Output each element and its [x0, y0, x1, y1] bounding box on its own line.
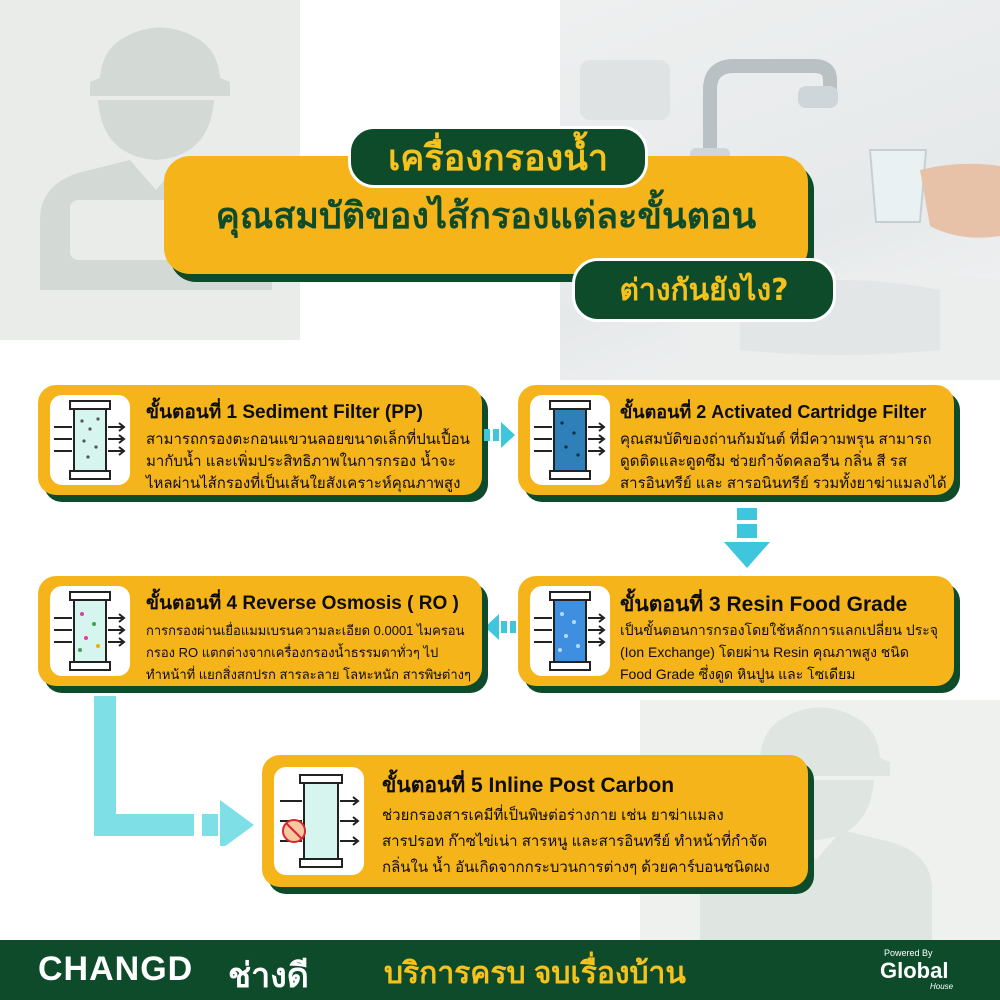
- step-5-icon-box: [274, 767, 364, 875]
- step-3-icon-box: [530, 586, 610, 676]
- step-4-line-2: กรอง RO แตกต่างจากเครื่องกรองน้ำธรรมดาทั่วๆ ไป: [146, 645, 439, 660]
- step-4-line-3: ทำหน้าที่ แยกสิ่งสกปรก สารละลาย โลหะหนัก สารพิษต่างๆ: [146, 667, 472, 682]
- step-3-line-2: (Ion Exchange) โดยผ่าน Resin คุณภาพสูง ชนิด: [620, 644, 909, 660]
- step-4-card: [38, 576, 482, 686]
- reverse-osmosis-icon: [50, 586, 130, 676]
- powered-by-label: Powered By: [884, 948, 933, 958]
- post-carbon-icon: [274, 767, 364, 875]
- step-5-title: ขั้นตอนที่ 5 Inline Post Carbon: [382, 774, 675, 797]
- step-1-line-1: สามารถกรองตะกอนแขวนลอยขนาดเล็กที่ปนเปื้อน: [146, 431, 470, 448]
- step-4-title: ขั้นตอนที่ 4 Reverse Osmosis ( RO ): [146, 593, 459, 614]
- step-5-card: [262, 755, 808, 887]
- step-3-card: [518, 576, 954, 686]
- sediment-filter-icon: [50, 395, 130, 485]
- step-3-line-3: Food Grade ซึ่งดูด หินปูน และ โซเดียม: [620, 666, 856, 682]
- carbon-cartridge-icon: [530, 395, 610, 485]
- step-2-line-1: คุณสมบัติของถ่านกัมมันต์ ที่มีความพรุน สามารถ: [620, 431, 932, 448]
- arrow-right-icon: [484, 420, 516, 450]
- step-3-title: ขั้นตอนที่ 3 Resin Food Grade: [620, 593, 908, 616]
- step-2-title: ขั้นตอนที่ 2 Activated Cartridge Filter: [620, 402, 927, 422]
- title-top-text: เครื่องกรองน้ำ: [387, 137, 609, 179]
- tagline: บริการครบ จบเรื่องบ้าน: [384, 957, 686, 990]
- step-1-card: [38, 385, 482, 495]
- brand-logo-th: ช่างดี: [228, 957, 309, 995]
- step-3-line-1: เป็นขั้นตอนการกรองโดยใช้หลักการแลกเปลี่ยน ประจุ: [620, 622, 938, 638]
- resin-filter-icon: [530, 586, 610, 676]
- title-bottom-pill: [572, 258, 836, 322]
- step-2-icon-box: [530, 395, 610, 485]
- elbow-arrow-icon: [86, 696, 256, 846]
- step-2-line-3: สารอินทรีย์ และ สารอนินทรีย์ รวมทั้งยาฆ่าแมลงได้: [620, 475, 947, 492]
- step-1-line-3: ไหลผ่านไส้กรองที่เป็นเส้นใยสังเคราะห์คุณภาพสูง: [146, 475, 461, 492]
- brand-logo-en: CHANGD: [38, 950, 194, 988]
- title-bottom-text: ต่างกันยังไง?: [619, 272, 789, 308]
- step-2-line-2: ดูดติดและดูดซึม ช่วยกำจัดคลอรีน กลิ่น สี รส: [620, 453, 907, 470]
- step-1-title: ขั้นตอนที่ 1 Sediment Filter (PP): [146, 402, 423, 423]
- partner-logo: Global: [880, 958, 949, 983]
- step-1-icon-box: [50, 395, 130, 485]
- step-2-card: [518, 385, 954, 495]
- arrow-left-icon: [484, 612, 516, 642]
- step-5-line-2: สารปรอท ก๊าซไข่เน่า สารหนู และสารอินทรีย์ ทำหน้าที่กำจัด: [382, 833, 768, 850]
- footer-bar: [0, 940, 1000, 1000]
- main-title: คุณสมบัติของไส้กรองแต่ละขั้นตอน: [215, 195, 757, 237]
- step-4-line-1: การกรองผ่านเยื่อแมมเบรนความละเอียด 0.0001 ไมครอน: [146, 623, 465, 638]
- arrow-down-icon: [722, 508, 772, 570]
- step-1-line-2: มากับน้ำ และเพิ่มประสิทธิภาพในการกรอง น้ำจะ: [146, 453, 456, 470]
- partner-logo-sub: House: [930, 982, 954, 991]
- step-5-line-1: ช่วยกรองสารเคมีที่เป็นพิษต่อร่างกาย เช่น ยาฆ่าแมลง: [382, 807, 724, 824]
- step-5-line-3: กลิ่นใน น้ำ อันเกิดจากกระบวนการต่างๆ ด้วยคาร์บอนชนิดผง: [382, 859, 770, 876]
- step-4-icon-box: [50, 586, 130, 676]
- title-top-pill: [348, 126, 648, 188]
